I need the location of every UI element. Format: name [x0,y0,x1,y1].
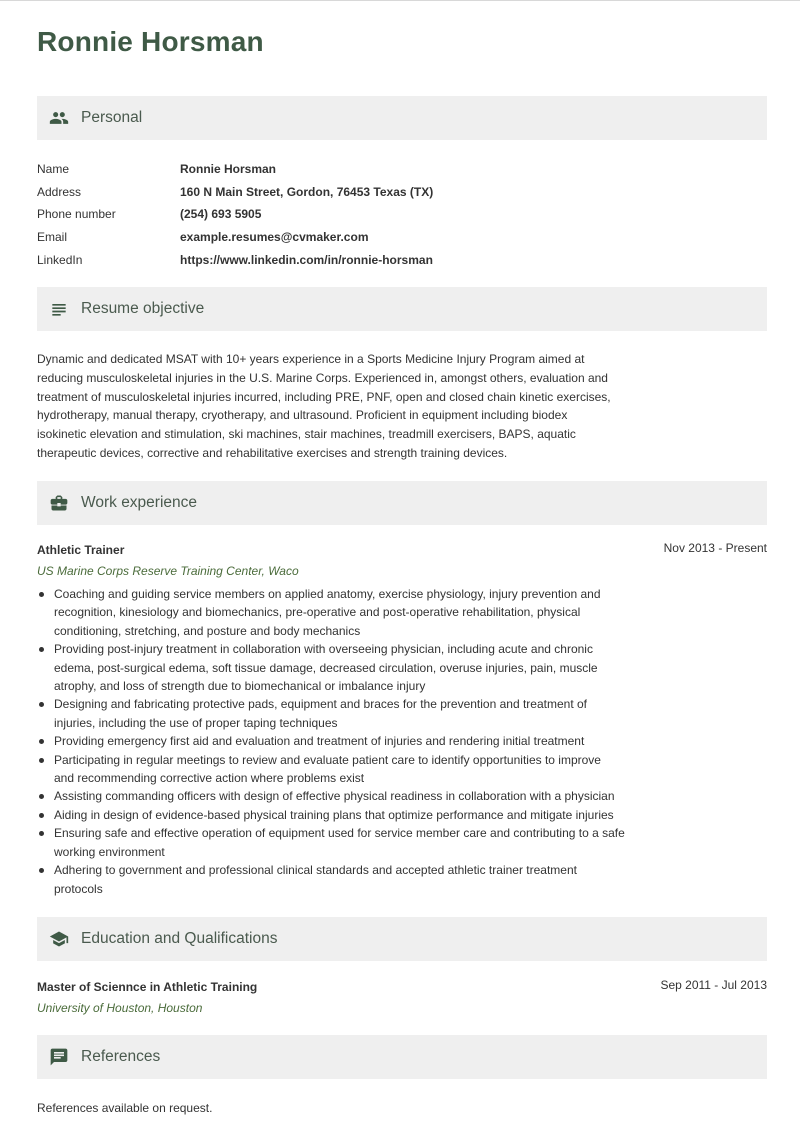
bullet-line: working environment [54,844,165,859]
speech-bubble-icon [37,1035,81,1079]
bullet-line: edema, post-surgical edema, soft tissue damage, decreased circulation, overuse injuries, pain, muscle [54,660,598,675]
objective-line: hydrotherapy, manual therapy, cryotherapy, and ultrasound. Proficient in equipment including biodex [37,408,568,423]
detail-value: (254) 693 5905 [180,207,262,222]
list-item [37,861,657,898]
section-work-header [37,481,767,525]
bullet-line: Providing emergency first aid and evaluation and treatment of injuries and rendering initial treatment [54,734,585,749]
list-item [37,824,657,861]
bullet-line: conditioning, stretching, and posture and body mechanics [54,623,361,638]
list-item [37,585,657,640]
degree-title: Master of Sciennce in Athletic Training [37,980,258,994]
section-personal-header [37,96,767,140]
list-item [37,806,657,824]
list-item [37,751,657,788]
job-organization: US Marine Corps Reserve Training Center, Waco [37,564,299,578]
section-work-title: Work experience [81,494,198,511]
education-date: Sep 2011 - Jul 2013 [660,978,767,992]
personal-details [37,158,767,271]
detail-label: Phone number [37,207,116,222]
detail-row-email [37,226,767,249]
bullet-line: Participating in regular meetings to review and evaluate patient care to identify opportunities to improve [54,752,601,767]
bullet-line: Ensuring safe and effective operation of equipment used for service member care and contributing to a safe [54,826,625,841]
graduation-cap-icon [37,917,81,961]
resume-name: Ronnie Horsman [37,26,264,57]
list-item [37,695,657,732]
top-divider [0,0,800,1]
bullet-line: injuries, including the use of proper taping techniques [54,715,338,730]
bullet-line: Providing post-injury treatment in collaboration with overseeing physician, including acute and chronic [54,642,593,657]
briefcase-icon [37,481,81,525]
bullet-line: recognition, kinesiology and biomechanics, pre-operative and post-operative rehabilitation, physical [54,605,581,620]
section-references-header [37,1035,767,1079]
detail-row-address [37,181,767,204]
section-education-title: Education and Qualifications [81,930,278,947]
list-item [37,787,657,805]
detail-row-linkedin [37,248,767,271]
bullet-line: and recommending corrective action where problems exist [54,771,365,786]
section-objective-header [37,287,767,331]
email-link[interactable]: example.resumes@cvmaker.com [180,230,369,245]
objective-line: isokinetic elevation and stimulation, ski machines, stair machines, treadmill exercisers, BAPS, aquatic [37,427,576,442]
list-item [37,732,657,750]
lines-icon [37,287,81,331]
detail-row-name [37,158,767,181]
detail-label: LinkedIn [37,252,83,267]
bullet-line: Adhering to government and professional clinical standards and accepted athletic trainer treatment [54,863,577,878]
list-item [37,640,657,695]
people-icon [37,96,81,140]
objective-line: Dynamic and dedicated MSAT with 10+ years experience in a Sports Medicine Injury Program aimed at [37,352,585,366]
objective-line: treatment of musculoskeletal injuries incurred, including PRE, PNF, open and closed chain kinetic exercises, [37,389,611,404]
job-duties-list [37,585,657,898]
detail-row-phone [37,203,767,226]
section-education-header [37,917,767,961]
detail-label: Email [37,230,68,245]
job-date: Nov 2013 - Present [663,541,767,555]
section-objective-title: Resume objective [81,300,205,317]
bullet-line: atrophy, and loss of strength due to biomechanical or imbalance injury [54,679,426,694]
bullet-line: Assisting commanding officers with design of effective physical readiness in collaboration with a physician [54,789,615,804]
detail-label: Address [37,184,82,199]
objective-line: therapeutic devices, corrective and rehabilitative exercises and strength training devices. [37,445,508,460]
education-institution: University of Houston, Houston [37,1001,203,1015]
detail-label: Name [37,162,70,177]
section-references-title: References [81,1048,161,1065]
bullet-line: Aiding in design of evidence-based physical training plans that optimize performance and mitigate injuries [54,807,614,822]
detail-value: Ronnie Horsman [180,162,277,177]
section-personal-title: Personal [81,109,143,126]
detail-value: 160 N Main Street, Gordon, 76453 Texas (TX) [180,184,434,199]
bullet-line: Coaching and guiding service members on applied anatomy, exercise physiology, injury prevention and [54,587,601,601]
objective-line: reducing musculoskeletal injuries in the U.S. Marine Corps. Experienced in, amongst others, evaluation and [37,370,608,385]
bullet-line: protocols [54,881,103,896]
references-text: References available on request. [37,1101,213,1115]
bullet-line: Designing and fabricating protective pads, equipment and braces for the prevention and treatment of [54,697,587,712]
job-title: Athletic Trainer [37,543,125,557]
objective-text [37,350,647,463]
linkedin-link[interactable]: https://www.linkedin.com/in/ronnie-horsman [180,252,433,267]
